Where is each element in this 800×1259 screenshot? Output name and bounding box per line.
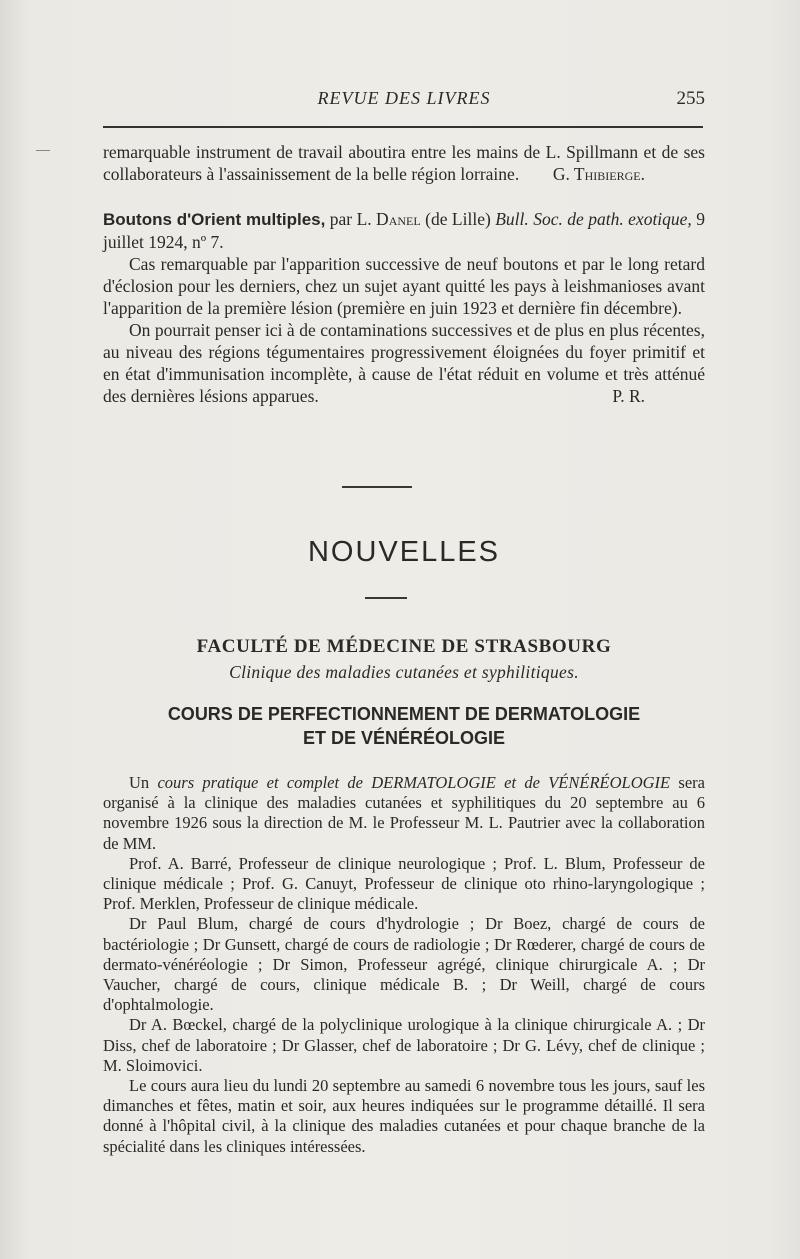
citation-pre: par bbox=[325, 209, 357, 229]
announcement-paragraph: Prof. A. Barré, Professeur de clinique neurologique ; Prof. L. Blum, Professeur de clinique médicale ; Prof. G. Canuyt, Professeur de clinique oto rhino-laryngologique ; Prof. Merklen, Professeur de clinique médicale. bbox=[103, 853, 705, 914]
review-paragraph: Cas remarquable par l'apparition successive de neuf boutons et par le long retard d'éclosion pour les derniers, chez un sujet ayant quitté les pays à leishmanioses avant l'apparition de la première lésion (première en juin 1923 et dernière fin décembre). bbox=[103, 254, 705, 318]
announcement-paragraph bbox=[103, 773, 705, 854]
header-rule bbox=[103, 126, 703, 128]
section-divider bbox=[342, 486, 412, 488]
faculty-heading: FACULTÉ DE MÉDECINE DE STRASBOURG bbox=[196, 636, 612, 657]
text-run: sera organisé à la clinique des maladies cutanées et syphilitiques du 20 septembre au 6 novembre 1926 sous la direction de M. le Professeur M. L. Pautrier avec la collaboration de MM. bbox=[103, 773, 705, 853]
review-citation bbox=[103, 208, 705, 253]
course-heading bbox=[103, 702, 705, 750]
citation-place: (de Lille) bbox=[420, 209, 496, 229]
announcement-paragraph: Le cours aura lieu du lundi 20 septembre au samedi 6 novembre tous les jours, sauf les dimanches et fêtes, matin et soir, aux heures indiquées sur le programme détaillé. Il sera donné à l'hôpital civil, à la clinique des maladies cutanées et pour chaque branche de la spécialité dans les cliniques intéressées. bbox=[103, 1076, 705, 1156]
announcement-paragraph: Dr A. Bœckel, chargé de la polyclinique urologique à la clinique chirurgicale A. ; Dr Diss, chef de laboratoire ; Dr Glasser, chef de laboratoire ; Dr G. Lévy, chef de clinique ; M. Sloimovici. bbox=[103, 1015, 705, 1075]
review-boutons-orient bbox=[103, 208, 705, 407]
section-title: NOUVELLES bbox=[307, 536, 501, 568]
page-number: 255 bbox=[676, 88, 705, 109]
review-title: Boutons d'Orient multiples, bbox=[103, 210, 326, 229]
course-heading-line: COURS DE PERFECTIONNEMENT DE DERMATOLOGIE bbox=[167, 704, 641, 724]
running-title: REVUE DES LIVRES bbox=[317, 88, 491, 108]
announcement-paragraph: Dr Paul Blum, chargé de cours d'hydrologie ; Dr Boez, chargé de cours de bactériologie ; Dr Gunsett, chargé de cours de radiologie ; Dr Rœderer, chargé de cours de dermato-vénéréologie ; Dr Simon, Professeur agrégé, clinique chirurgicale A. ; Dr Vaucher, chargé de cours, clinique médicale B. ; Dr Weill, chargé de cours d'ophtalmologie. bbox=[103, 914, 705, 1015]
text-run: Un bbox=[129, 773, 158, 792]
course-heading-line: ET DE VÉNÉRÉOLOGIE bbox=[302, 728, 506, 748]
review-continuation bbox=[103, 141, 705, 185]
clinic-subheading: Clinique des maladies cutanées et syphilitiques. bbox=[229, 662, 579, 682]
review-continuation-text: remarquable instrument de travail aboutira entre les mains de L. Spillmann et de ses collaborateurs à l'assainissement de la belle région lorraine. bbox=[103, 142, 705, 184]
review-paragraph: On pourrait penser ici à de contaminations successives et de plus en plus récentes, au niveau des régions tégumentaires progressivement éloignées du foyer primitif et en état d'immunisation incomplète, à cause de l'état réduit en volume et très atténué des dernières lésions apparues. bbox=[103, 320, 705, 406]
page-header bbox=[103, 88, 705, 112]
review-signature: P. R. bbox=[612, 386, 645, 406]
margin-mark bbox=[36, 150, 50, 151]
citation-post: 9 juillet 1924, nº 7. bbox=[103, 209, 705, 252]
section-divider bbox=[365, 597, 407, 599]
review-author: L. Danel bbox=[356, 209, 421, 229]
course-title-italic: cours pratique et complet de DERMATOLOGIE et de VÉNÉRÉOLOGIE bbox=[157, 773, 671, 792]
review-signature: G. Thibierge. bbox=[552, 164, 645, 184]
review-journal: Bull. Soc. de path. exotique, bbox=[495, 209, 692, 229]
announcement-body bbox=[103, 773, 705, 1157]
